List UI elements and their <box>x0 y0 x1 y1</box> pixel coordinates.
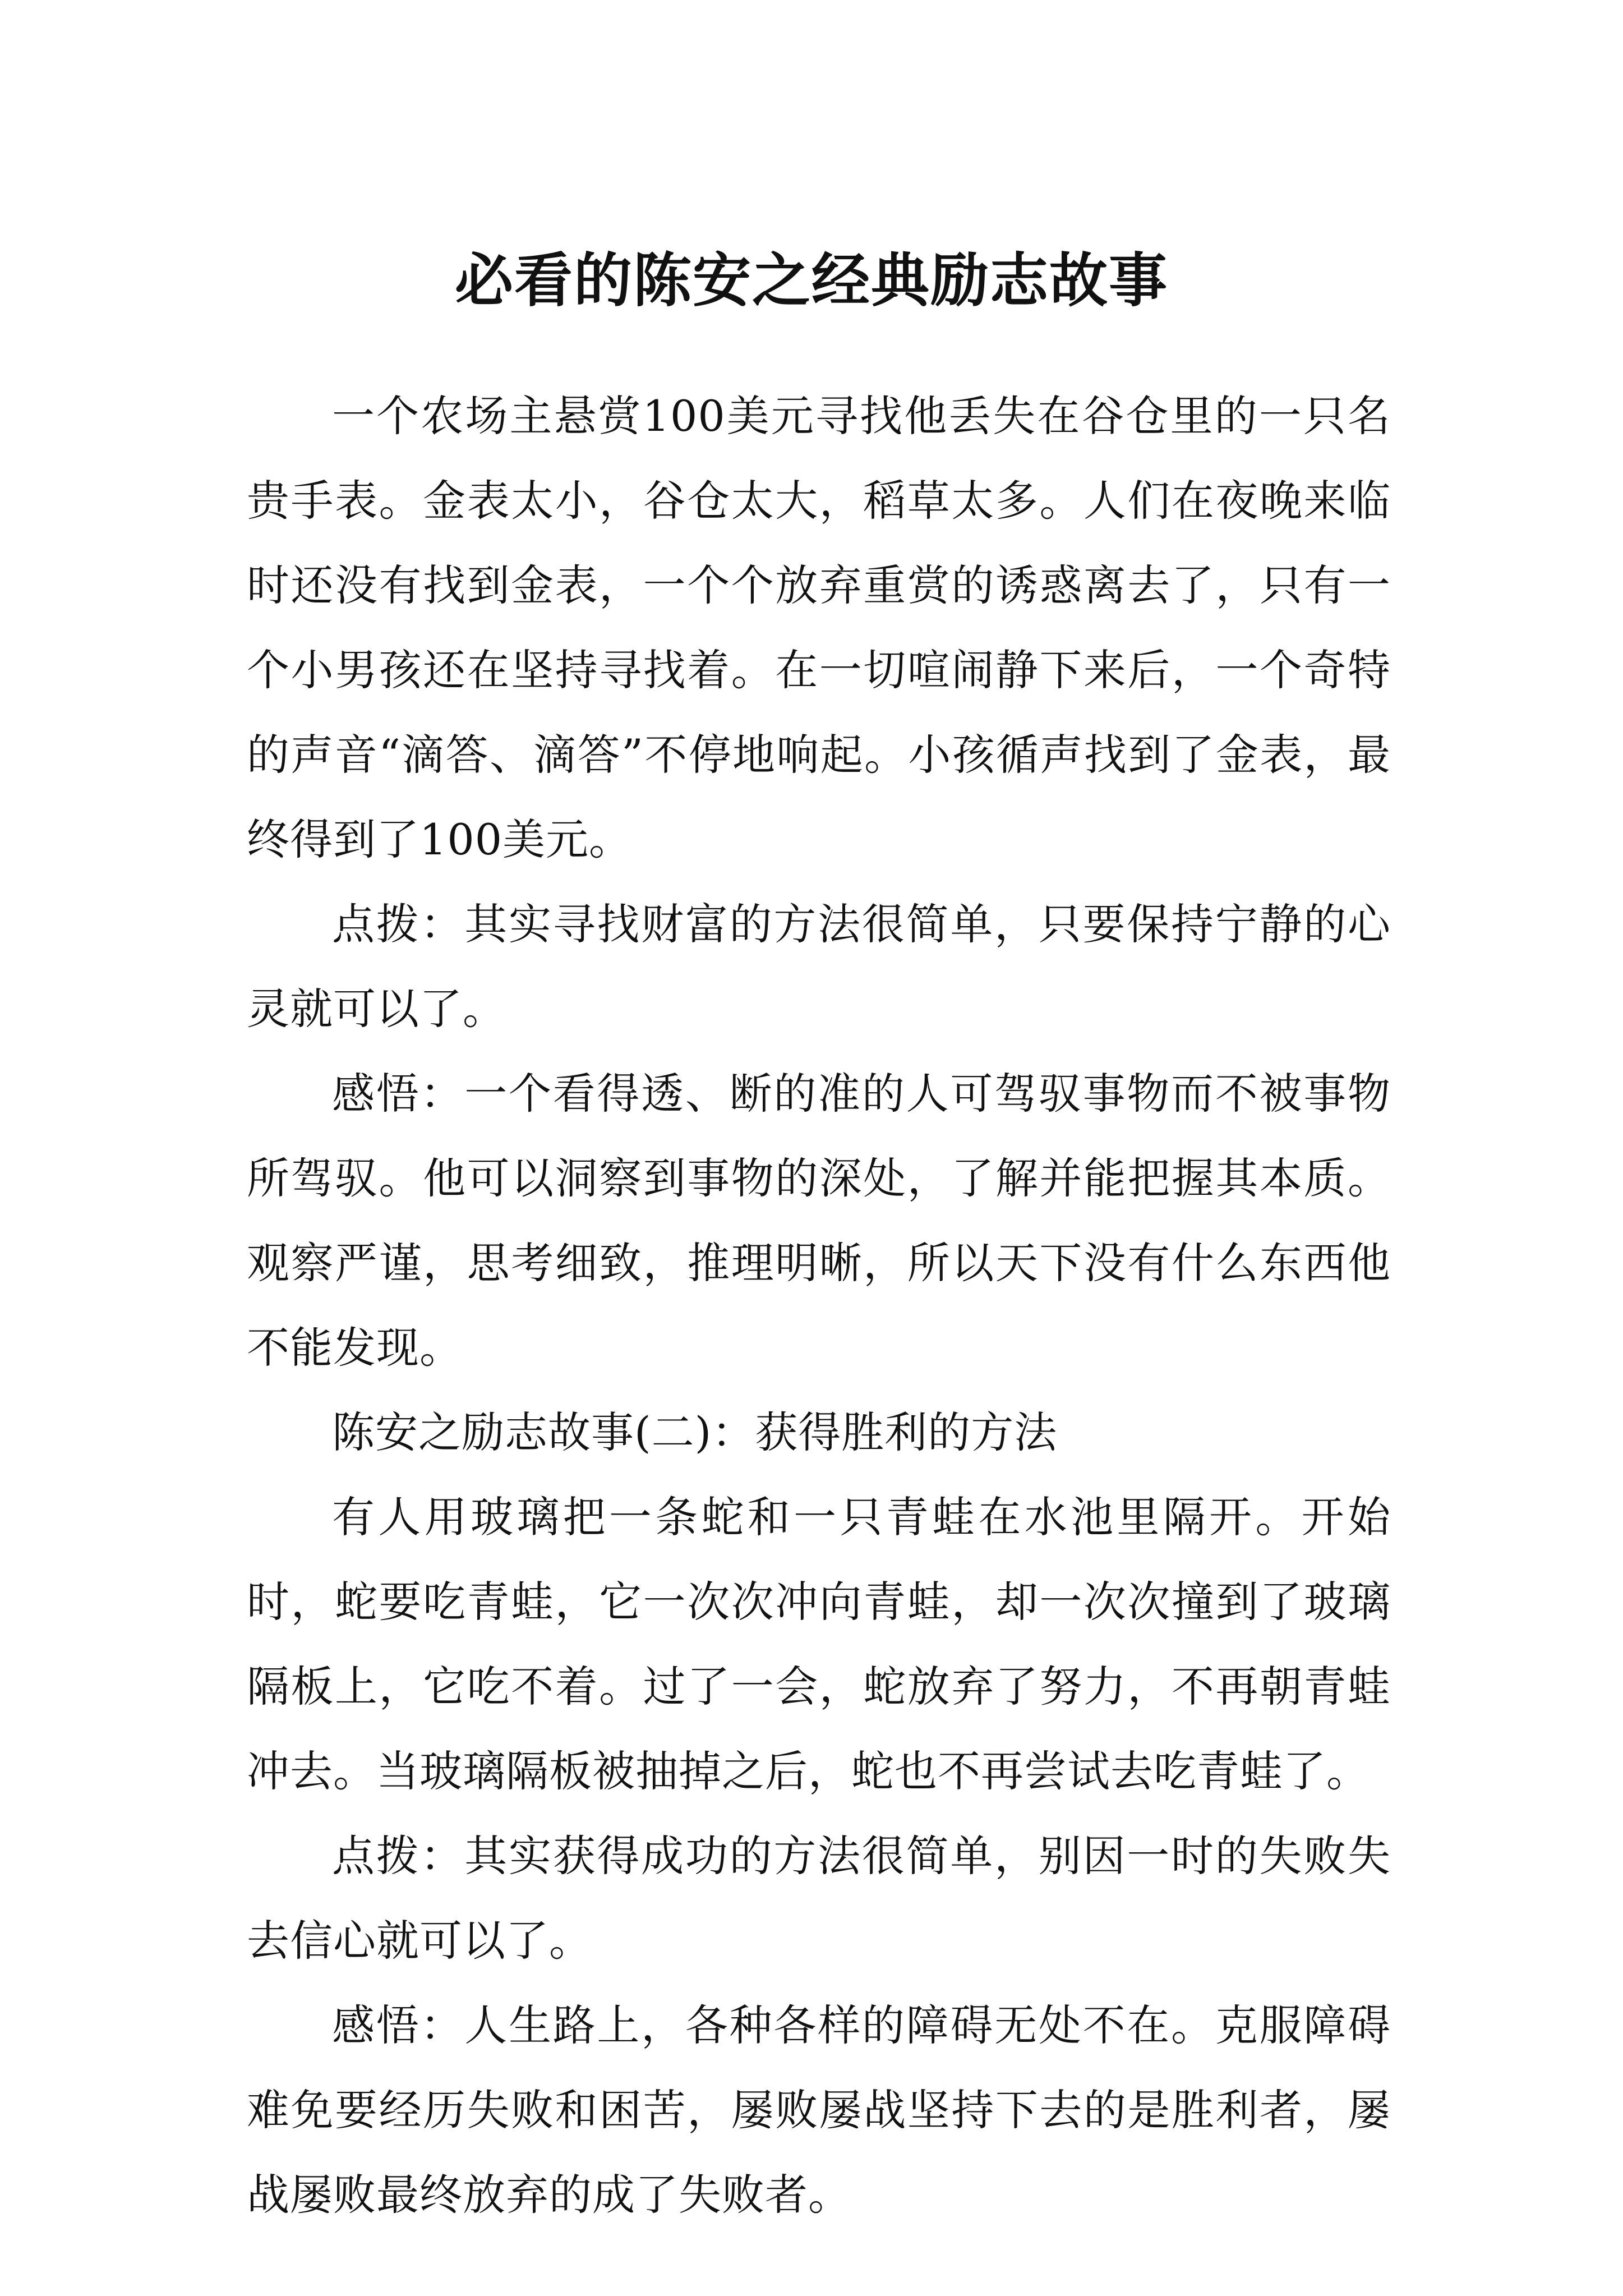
document-title: 必看的陈安之经典励志故事 <box>454 246 1168 315</box>
paragraph-reflection-2: 感悟：人生路上，各种各样的障碍无处不在。克服障碍难免要经历失败和困苦，屡败屡战坚持下去的是胜利者，屡战屡败最终放弃的成了失败者。 <box>247 2000 1391 2220</box>
paragraph-insight-1: 点拨：其实寻找财富的方法很简单，只要保持宁静的心灵就可以了。 <box>247 899 1391 1034</box>
paragraph-story-1: 一个农场主悬赏100美元寻找他丢失在谷仓里的一只名贵手表。金表太小，谷仓太大，稻草太多。人们在夜晚来临时还没有找到金表，一个个放弃重赏的诱惑离去了，只有一个小男孩还在坚持寻找着。在一切喧闹静下来后，一个奇特的声音“滴答、滴答”不停地响起。小孩循声找到了金表，最终得到了100美元。 <box>247 391 1391 864</box>
section-heading-2: 陈安之励志故事(二)：获得胜利的方法 <box>332 1407 1058 1457</box>
paragraph-reflection-1: 感悟：一个看得透、断的准的人可驾驭事物而不被事物所驾驭。他可以洞察到事物的深处，了解并能把握其本质。观察严谨，思考细致，推理明晰，所以天下没有什么东西他不能发现。 <box>247 1069 1391 1373</box>
paragraph-story-2: 有人用玻璃把一条蛇和一只青蛙在水池里隔开。开始时，蛇要吃青蛙，它一次次冲向青蛙，却一次次撞到了玻璃隔板上，它吃不着。过了一会，蛇放弃了努力，不再朝青蛙冲去。当玻璃隔板被抽掉之后，蛇也不再尝试去吃青蛙了。 <box>247 1492 1391 1796</box>
paragraph-insight-2: 点拨：其实获得成功的方法很简单，别因一时的失败失去信心就可以了。 <box>247 1831 1391 1966</box>
document-body <box>247 374 1391 2237</box>
